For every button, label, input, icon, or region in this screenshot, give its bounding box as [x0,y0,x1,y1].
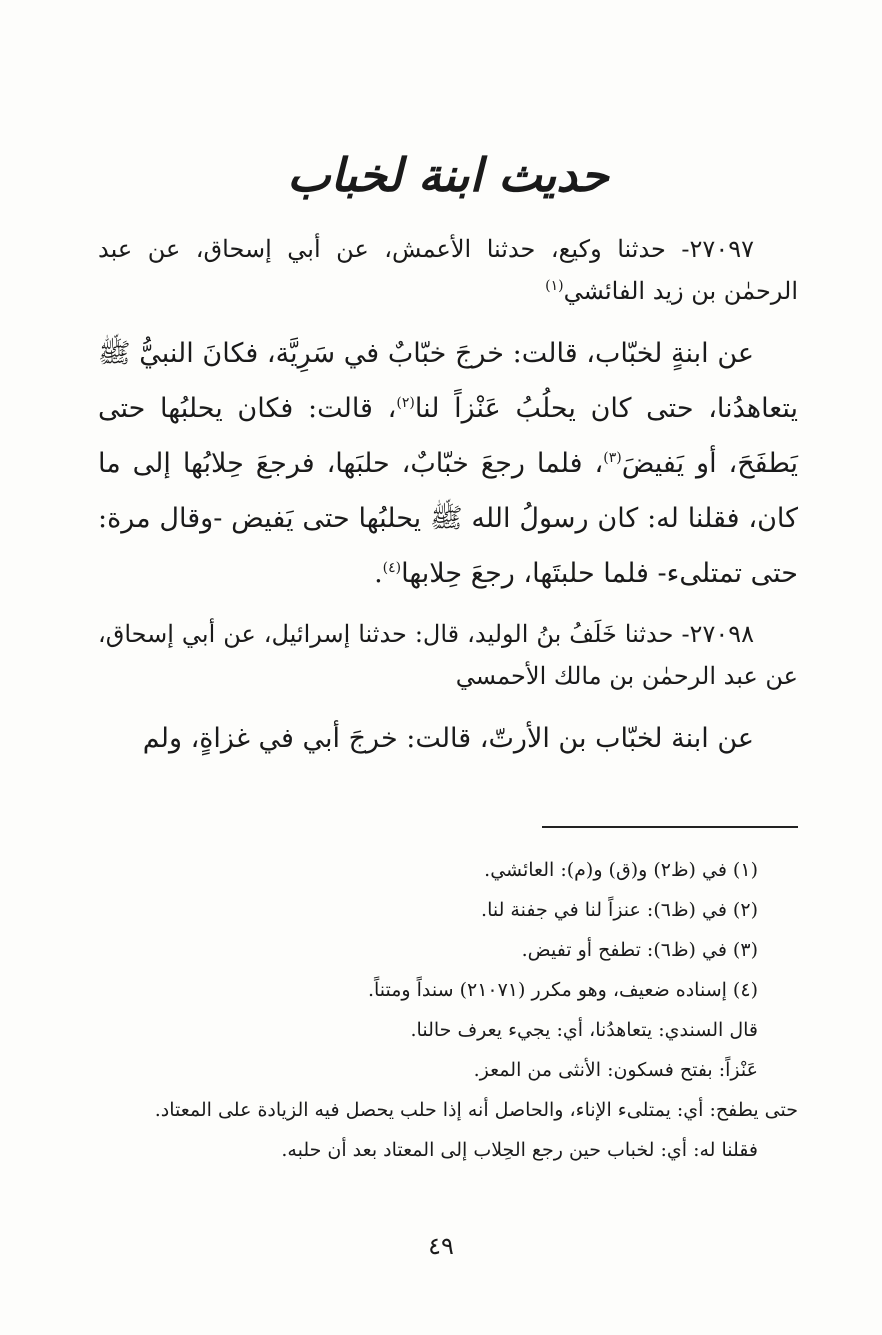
hadith-matn [98,711,798,766]
footnote-ref: (٤) [382,560,402,576]
footnote: حتى يطفح: أي: يمتلىء الإناء، والحاصل أنه إذا حلب يحصل فيه الزيادة على المعتاد. [154,1099,798,1121]
matn-text: ، قالت: فكان يحلبُها حتى يَطفَحَ، أو يَفيضَ [98,393,798,479]
hadith-matn [98,326,798,601]
footnote-divider [542,826,798,828]
footnote: (٤) إسناده ضعيف، وهو مكرر (٢١٠٧١) سنداً ومتناً. [367,979,758,1001]
isnad-text: حدثنا خَلَفُ بنُ الوليد، قال: حدثنا إسرائيل، عن أبي إسحاق، عن عبد الرحمٰن بن مالك الأحمسي [98,620,798,690]
footnote: قال السندي: يتعاهدُنا، أي: يجيء يعرف حالنا. [410,1019,758,1041]
hadith-isnad [98,613,798,697]
footnote: عَنْزاً: بفتح فسكون: الأنثى من المعز. [473,1059,758,1081]
footnote: (٣) في (ظ٦): تطفح أو تفيض. [521,939,758,961]
footnote: فقلنا له: أي: لخباب حين رجع الحِلاب إلى المعتاد بعد أن حلبه. [281,1139,758,1161]
hadith-isnad [98,228,798,312]
footnote-ref: (٣) [603,450,622,466]
matn-text: ، فلما رجعَ خبّابٌ، حلبَها، فرجعَ حِلابُها إلى ما كان، فقلنا له: كان رسولُ الله ﷺ يحلبُها حتى يَفيض -وقال مرة: حتى تمتلىء- فلما حلبتَها، رجعَ حِلابها [98,448,798,589]
hadith-number: ٢٧٠٩٧- [681,235,754,263]
footnote: (٢) في (ظ٦): عنزاً لنا في جفنة لنا. [481,899,758,921]
matn-text: . [374,558,383,589]
matn-text: عن ابنة لخبّاب بن الأرتّ، قالت: خرجَ أبي في غزاةٍ، ولم [142,723,754,754]
footnote: (١) في (ظ٢) و(ق) و(م): العائشي. [484,859,758,881]
isnad-text: حدثنا وكيع، حدثنا الأعمش، عن أبي إسحاق، عن عبد الرحمٰن بن زيد الفائشي [98,235,798,305]
footnote-ref: (١) [545,278,564,294]
page-title: حديث ابنة لخباب [287,148,609,202]
page-number: ٤٩ [428,1232,454,1260]
main-text [98,140,798,778]
footnotes [98,850,798,1170]
hadith-number: ٢٧٠٩٨- [681,620,754,648]
footnote-ref: (٢) [396,395,415,411]
matn-text: عن ابنةٍ لخبّاب، قالت: خرجَ خبّابٌ في سَرِيَّة، فكانَ النبيُّ ﷺ يتعاهدُنا، حتى كان يحلُبُ عَنْزاً لنا [98,338,798,424]
